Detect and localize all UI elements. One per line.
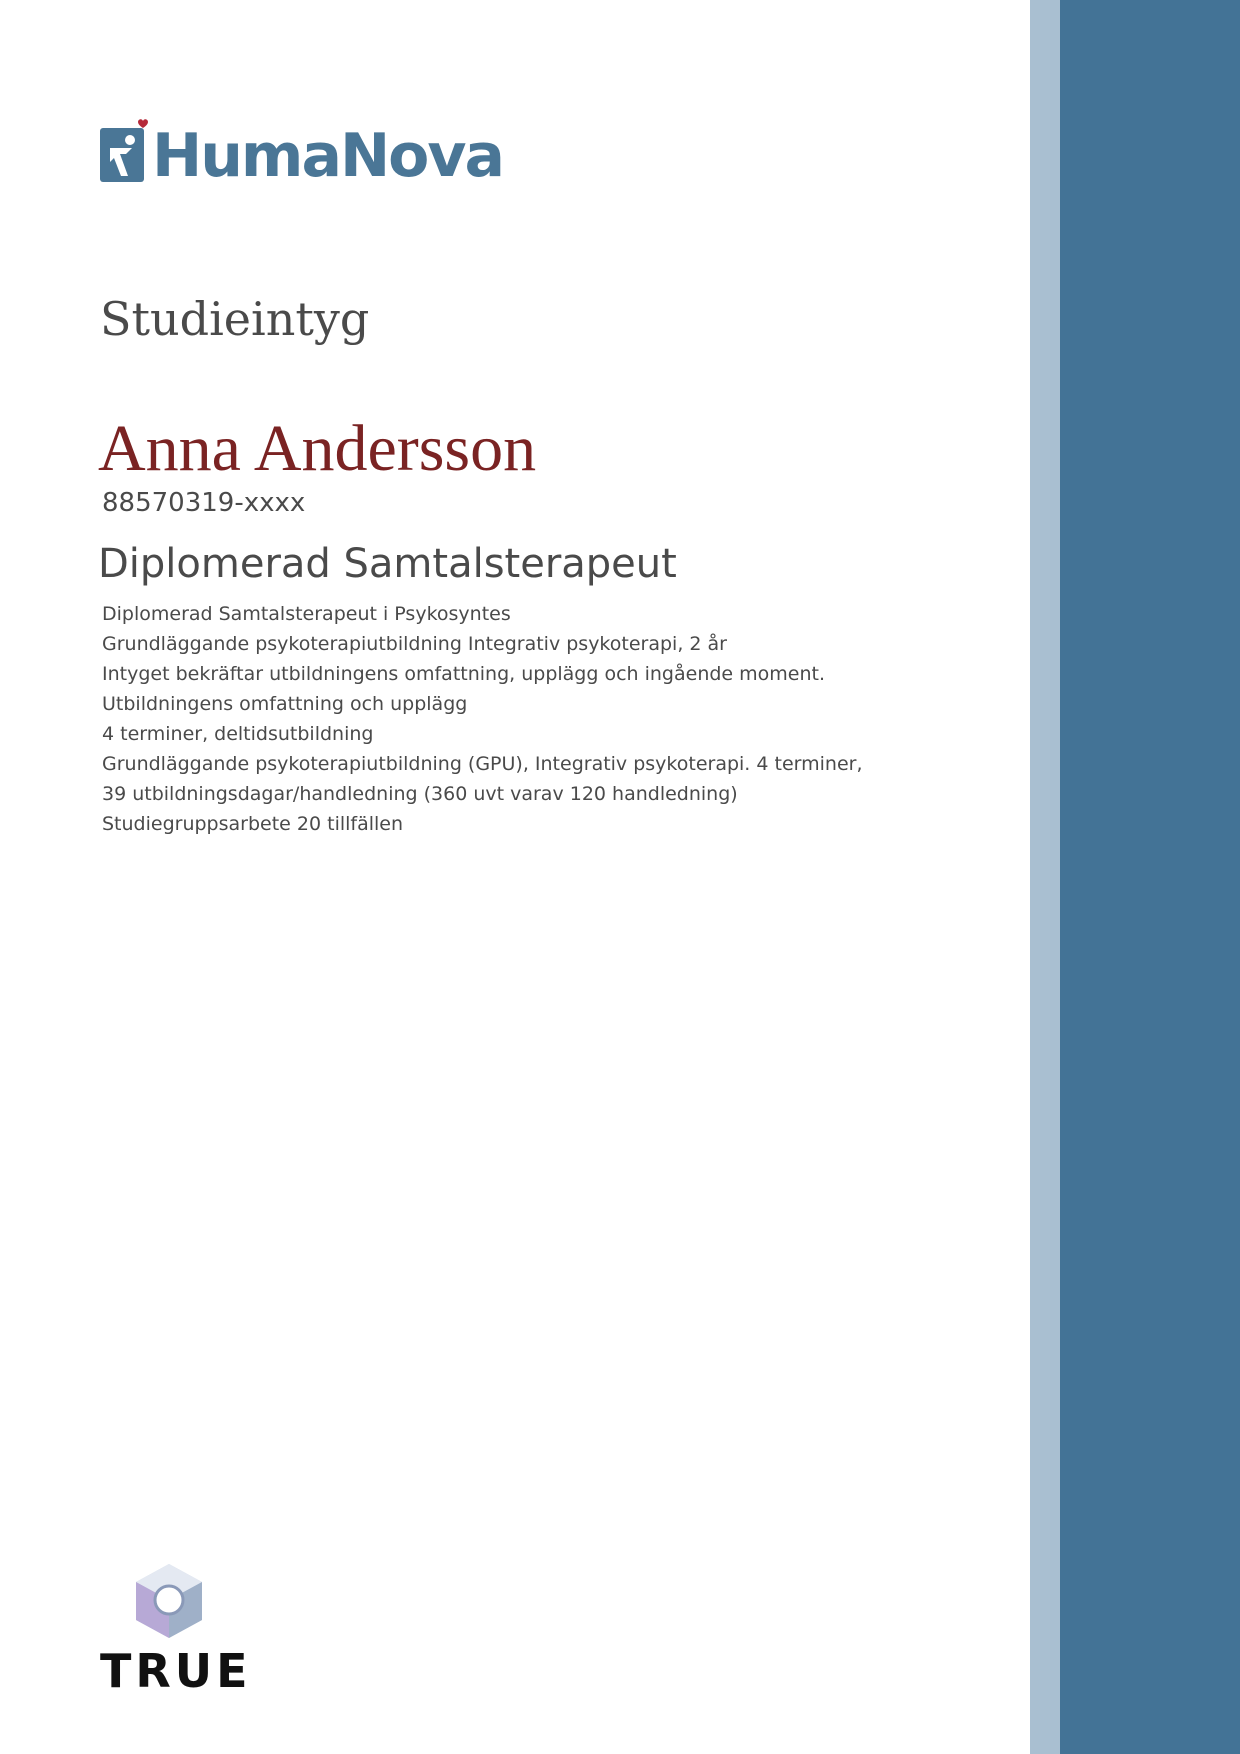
humanova-logo [100, 118, 503, 191]
detail-line: Grundläggande psykoterapiutbildning Integrativ psykoterapi, 2 år [102, 633, 727, 655]
detail-line: Utbildningens omfattning och upplägg [102, 693, 468, 715]
detail-line: 39 utbildningsdagar/handledning (360 uvt varav 120 handledning) [102, 783, 738, 805]
side-stripe-light [1030, 0, 1060, 1754]
program-title: Diplomerad Samtalsterapeut [98, 541, 677, 587]
detail-line: Diplomerad Samtalsterapeut i Psykosyntes [102, 603, 511, 625]
detail-line: 4 terminer, deltidsutbildning [102, 723, 374, 745]
student-name: Anna Andersson [98, 412, 537, 485]
personal-id-number: 88570319-xxxx [102, 488, 306, 518]
document-type-title: Studieintyg [100, 292, 370, 346]
humanova-figure-icon [100, 118, 150, 182]
true-hexagon-icon [132, 1562, 206, 1640]
humanova-logo-text: HumaNova [152, 121, 503, 191]
true-logo-text: TRUE [100, 1644, 252, 1698]
detail-line: Intyget bekräftar utbildningens omfattning, upplägg och ingående moment. [102, 663, 826, 685]
side-stripe-dark [1060, 0, 1240, 1754]
detail-line: Grundläggande psykoterapiutbildning (GPU), Integrativ psykoterapi. 4 terminer, [102, 753, 863, 775]
true-logo [100, 1562, 252, 1698]
detail-line: Studiegruppsarbete 20 tillfällen [102, 813, 404, 835]
course-details [102, 599, 863, 839]
